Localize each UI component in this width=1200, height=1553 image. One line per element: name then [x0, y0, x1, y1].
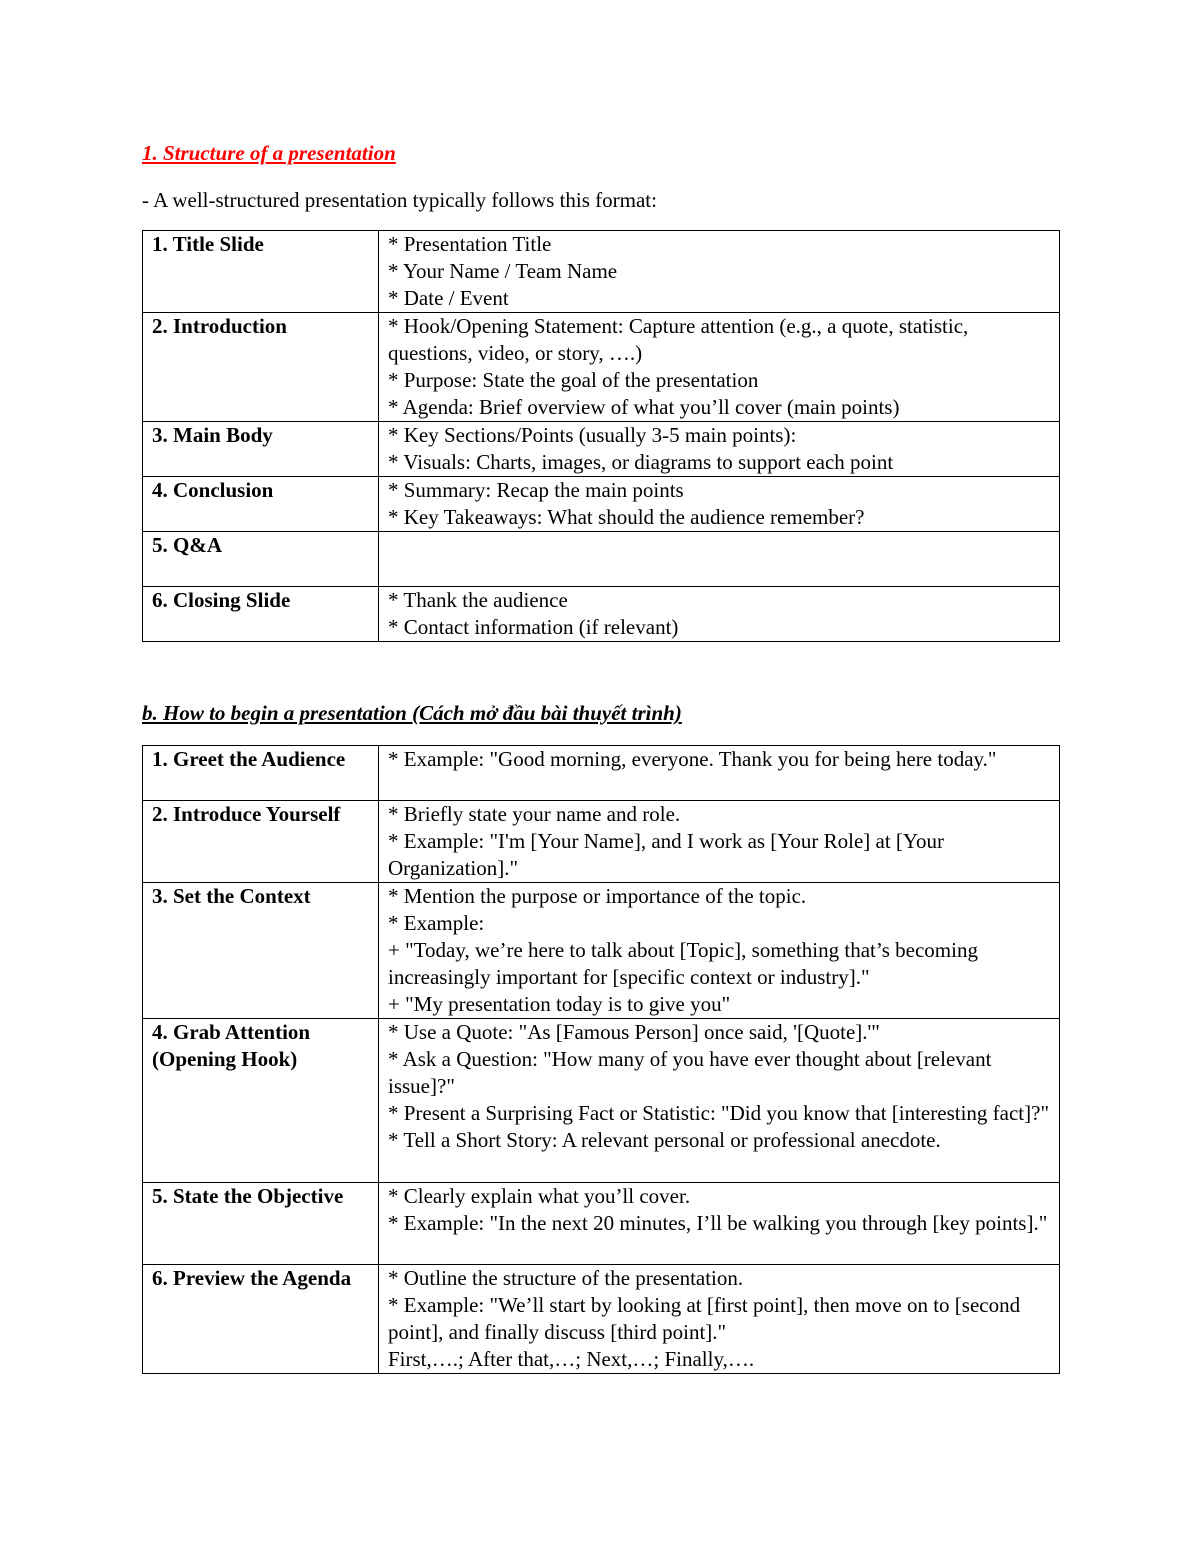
content-line: * Briefly state your name and role.	[388, 802, 681, 826]
content-line: First,….; After that,…; Next,…; Finally,….	[388, 1347, 755, 1371]
section-spacer	[142, 642, 1060, 700]
structure-table	[142, 230, 1060, 642]
content-line: * Key Takeaways: What should the audience remember?	[388, 505, 865, 529]
content-line: * Mention the purpose or importance of the topic.	[388, 884, 807, 908]
table-row	[143, 1019, 1060, 1183]
table-row	[143, 1183, 1060, 1265]
row-content	[379, 422, 1060, 477]
row-label: 6. Closing Slide	[143, 587, 379, 642]
content-line: * Outline the structure of the presentation.	[388, 1266, 744, 1290]
content-line: * Presentation Title	[388, 232, 552, 256]
content-line: * Example: "In the next 20 minutes, I’ll be walking you through [key points]."	[388, 1211, 1048, 1235]
content-line: * Example: "I'm [Your Name], and I work as [Your Role] at [Your Organization]."	[388, 829, 944, 880]
content-line: * Your Name / Team Name	[388, 259, 618, 283]
table-row	[143, 422, 1060, 477]
row-content	[379, 532, 1060, 587]
row-content	[379, 801, 1060, 883]
table-row	[143, 801, 1060, 883]
content-line: * Date / Event	[388, 286, 509, 310]
row-content	[379, 883, 1060, 1019]
row-content	[379, 231, 1060, 313]
table-row	[143, 231, 1060, 313]
content-line: * Purpose: State the goal of the presentation	[388, 368, 759, 392]
content-line: + "My presentation today is to give you"	[388, 992, 731, 1016]
content-line: * Example: "Good morning, everyone. Thank you for being here today."	[388, 747, 997, 771]
content-line: * Agenda: Brief overview of what you’ll cover (main points)	[388, 395, 900, 419]
content-line: * Summary: Recap the main points	[388, 478, 684, 502]
content-line: * Present a Surprising Fact or Statistic: "Did you know that [interesting fact]?"	[388, 1101, 1050, 1125]
table-row	[143, 477, 1060, 532]
content-line: * Hook/Opening Statement: Capture attention (e.g., a quote, statistic, questions, video, or story, ….)	[388, 314, 969, 365]
row-content	[379, 746, 1060, 801]
content-line: * Example:	[388, 911, 485, 935]
content-line: * Visuals: Charts, images, or diagrams to support each point	[388, 450, 894, 474]
row-label: 1. Title Slide	[143, 231, 379, 313]
content-line: * Key Sections/Points (usually 3-5 main points):	[388, 423, 797, 447]
document-page	[142, 140, 1060, 1374]
row-content	[379, 1183, 1060, 1265]
row-content	[379, 313, 1060, 422]
section-heading-begin: b. How to begin a presentation (Cách mở đầu bài thuyết trình)	[142, 701, 682, 725]
row-label: 4. Conclusion	[143, 477, 379, 532]
row-label: 1. Greet the Audience	[143, 746, 379, 801]
content-line: * Tell a Short Story: A relevant personal or professional anecdote.	[388, 1128, 941, 1152]
row-content	[379, 1265, 1060, 1374]
content-line: * Ask a Question: "How many of you have ever thought about [relevant issue]?"	[388, 1047, 992, 1098]
table-row	[143, 532, 1060, 587]
row-label: 5. State the Objective	[143, 1183, 379, 1265]
row-label: 3. Set the Context	[143, 883, 379, 1019]
row-label: 2. Introduction	[143, 313, 379, 422]
row-label: 2. Introduce Yourself	[143, 801, 379, 883]
content-line: * Thank the audience	[388, 588, 568, 612]
table-row	[143, 746, 1060, 801]
content-line: * Example: "We’ll start by looking at [first point], then move on to [second point], and finally discuss [third point]."	[388, 1293, 1021, 1344]
table-row	[143, 883, 1060, 1019]
row-label: 5. Q&A	[143, 532, 379, 587]
table-row	[143, 587, 1060, 642]
row-label: 3. Main Body	[143, 422, 379, 477]
row-label: 6. Preview the Agenda	[143, 1265, 379, 1374]
intro-text: - A well-structured presentation typically follows this format:	[142, 188, 657, 212]
section-heading-structure: 1. Structure of a presentation	[142, 141, 396, 165]
row-label: 4. Grab Attention (Opening Hook)	[143, 1019, 379, 1183]
table-row	[143, 313, 1060, 422]
table-row	[143, 1265, 1060, 1374]
content-line: * Use a Quote: "As [Famous Person] once said, '[Quote].'"	[388, 1020, 880, 1044]
row-content	[379, 587, 1060, 642]
content-line: * Contact information (if relevant)	[388, 615, 679, 639]
begin-table	[142, 745, 1060, 1374]
row-content	[379, 477, 1060, 532]
content-line: * Clearly explain what you’ll cover.	[388, 1184, 691, 1208]
row-content	[379, 1019, 1060, 1183]
content-line: + "Today, we’re here to talk about [Topic], something that’s becoming increasingly important for [specific context or industry]."	[388, 938, 978, 989]
